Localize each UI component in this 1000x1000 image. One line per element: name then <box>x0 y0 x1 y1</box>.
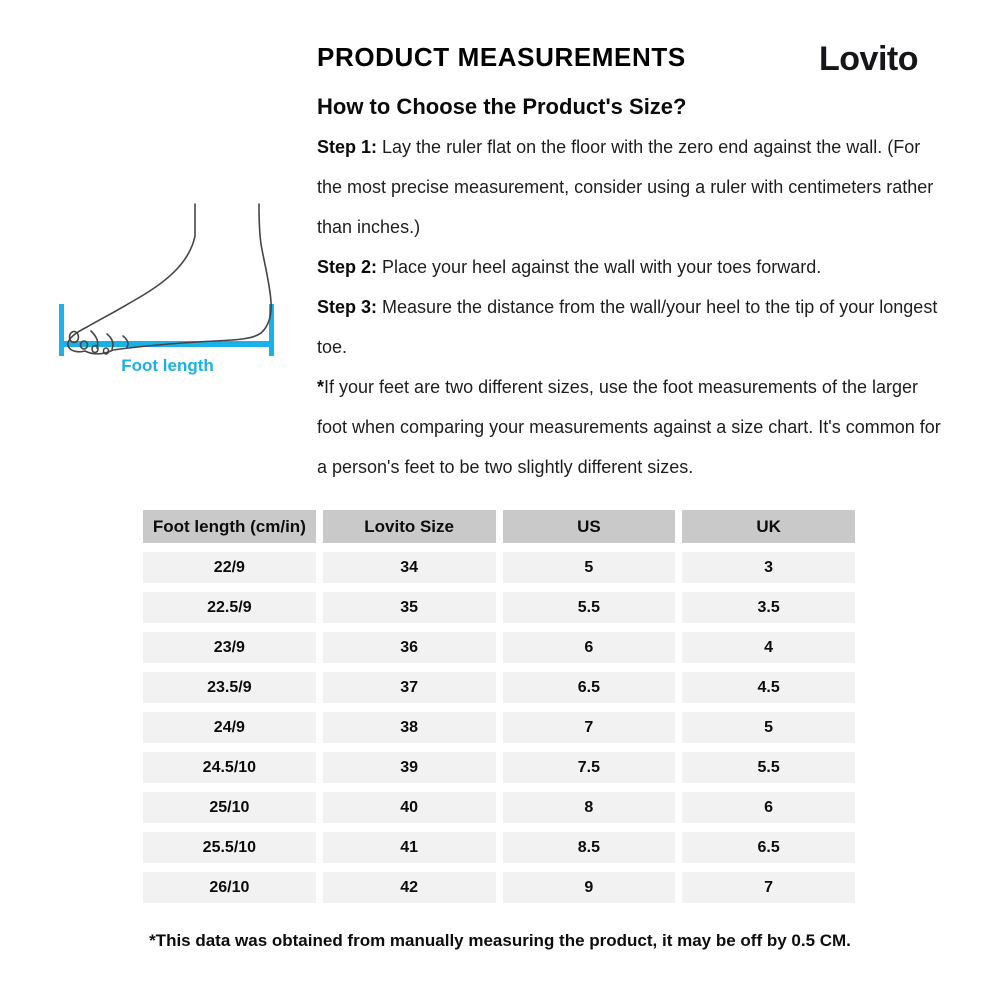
size-table-cell: 42 <box>323 872 496 903</box>
size-table-cell: 3.5 <box>682 592 855 623</box>
size-table-header-cell: US <box>503 510 676 543</box>
step-paragraph <box>317 287 947 367</box>
size-table-cell: 34 <box>323 552 496 583</box>
size-table-cell: 22/9 <box>143 552 316 583</box>
size-table-cell: 6.5 <box>503 672 676 703</box>
size-table-cell: 5 <box>503 552 676 583</box>
size-table-body <box>143 552 855 903</box>
size-table-cell: 5.5 <box>503 592 676 623</box>
step-text: Measure the distance from the wall/your heel to the tip of your longest toe. <box>317 297 938 357</box>
size-table-cell: 9 <box>503 872 676 903</box>
size-table-row <box>143 592 855 623</box>
step-label: Step 3: <box>317 297 378 317</box>
size-table-cell: 22.5/9 <box>143 592 316 623</box>
size-table-cell: 38 <box>323 712 496 743</box>
size-table-row <box>143 832 855 863</box>
step-label: Step 1: <box>317 137 378 157</box>
step-paragraph <box>317 127 947 247</box>
step-text: Place your heel against the wall with your toes forward. <box>377 257 822 277</box>
how-to-steps <box>317 127 947 487</box>
size-table-cell: 5.5 <box>682 752 855 783</box>
size-table-cell: 35 <box>323 592 496 623</box>
step-text: Lay the ruler flat on the floor with the zero end against the wall. (For the most precise measurement, consider using a ruler with centimeters rather than inches.) <box>317 137 934 237</box>
foot-illustration <box>55 190 280 360</box>
size-table-cell: 25/10 <box>143 792 316 823</box>
size-table <box>136 501 862 912</box>
step-text: If your feet are two different sizes, use the foot measurements of the larger foot when comparing your measurements against a size chart. It's common for a person's feet to be two slightly different sizes. <box>317 377 941 477</box>
size-table-header-row <box>143 510 855 543</box>
foot-length-label: Foot length <box>121 356 214 375</box>
size-table-cell: 26/10 <box>143 872 316 903</box>
step-paragraph <box>317 247 947 287</box>
size-table-cell: 36 <box>323 632 496 663</box>
size-table-row <box>143 792 855 823</box>
size-table-cell: 37 <box>323 672 496 703</box>
size-table-cell: 4 <box>682 632 855 663</box>
size-table-cell: 6 <box>682 792 855 823</box>
size-table-row <box>143 752 855 783</box>
size-table-cell: 7 <box>503 712 676 743</box>
size-table-row <box>143 552 855 583</box>
guide-heading: How to Choose the Product's Size? <box>317 94 687 119</box>
size-table-row <box>143 712 855 743</box>
size-table-cell: 25.5/10 <box>143 832 316 863</box>
size-table-cell: 41 <box>323 832 496 863</box>
step-label: Step 2: <box>317 257 378 277</box>
step-label: * <box>317 377 325 397</box>
size-table-cell: 6 <box>503 632 676 663</box>
size-table-cell: 4.5 <box>682 672 855 703</box>
size-table-cell: 39 <box>323 752 496 783</box>
size-table-cell: 8 <box>503 792 676 823</box>
size-table-cell: 3 <box>682 552 855 583</box>
size-table-cell: 24/9 <box>143 712 316 743</box>
step-paragraph <box>317 367 947 487</box>
brand-logo: Lovito <box>819 40 918 78</box>
size-table-cell: 7 <box>682 872 855 903</box>
size-table-header-cell: Lovito Size <box>323 510 496 543</box>
page-title: PRODUCT MEASUREMENTS <box>317 42 686 72</box>
size-table-cell: 8.5 <box>503 832 676 863</box>
size-table-head <box>143 510 855 543</box>
size-table-cell: 24.5/10 <box>143 752 316 783</box>
footer-disclaimer: *This data was obtained from manually measuring the product, it may be off by 0.5 CM. <box>149 931 851 950</box>
size-table-cell: 23.5/9 <box>143 672 316 703</box>
foot-diagram <box>55 190 280 360</box>
size-table-cell: 23/9 <box>143 632 316 663</box>
size-table-row <box>143 872 855 903</box>
size-table-row <box>143 632 855 663</box>
foot-outline <box>68 204 271 354</box>
size-table-header-cell: Foot length (cm/in) <box>143 510 316 543</box>
size-table-header-cell: UK <box>682 510 855 543</box>
size-table-cell: 7.5 <box>503 752 676 783</box>
size-table-cell: 40 <box>323 792 496 823</box>
size-table-cell: 6.5 <box>682 832 855 863</box>
size-table-row <box>143 672 855 703</box>
size-table-cell: 5 <box>682 712 855 743</box>
